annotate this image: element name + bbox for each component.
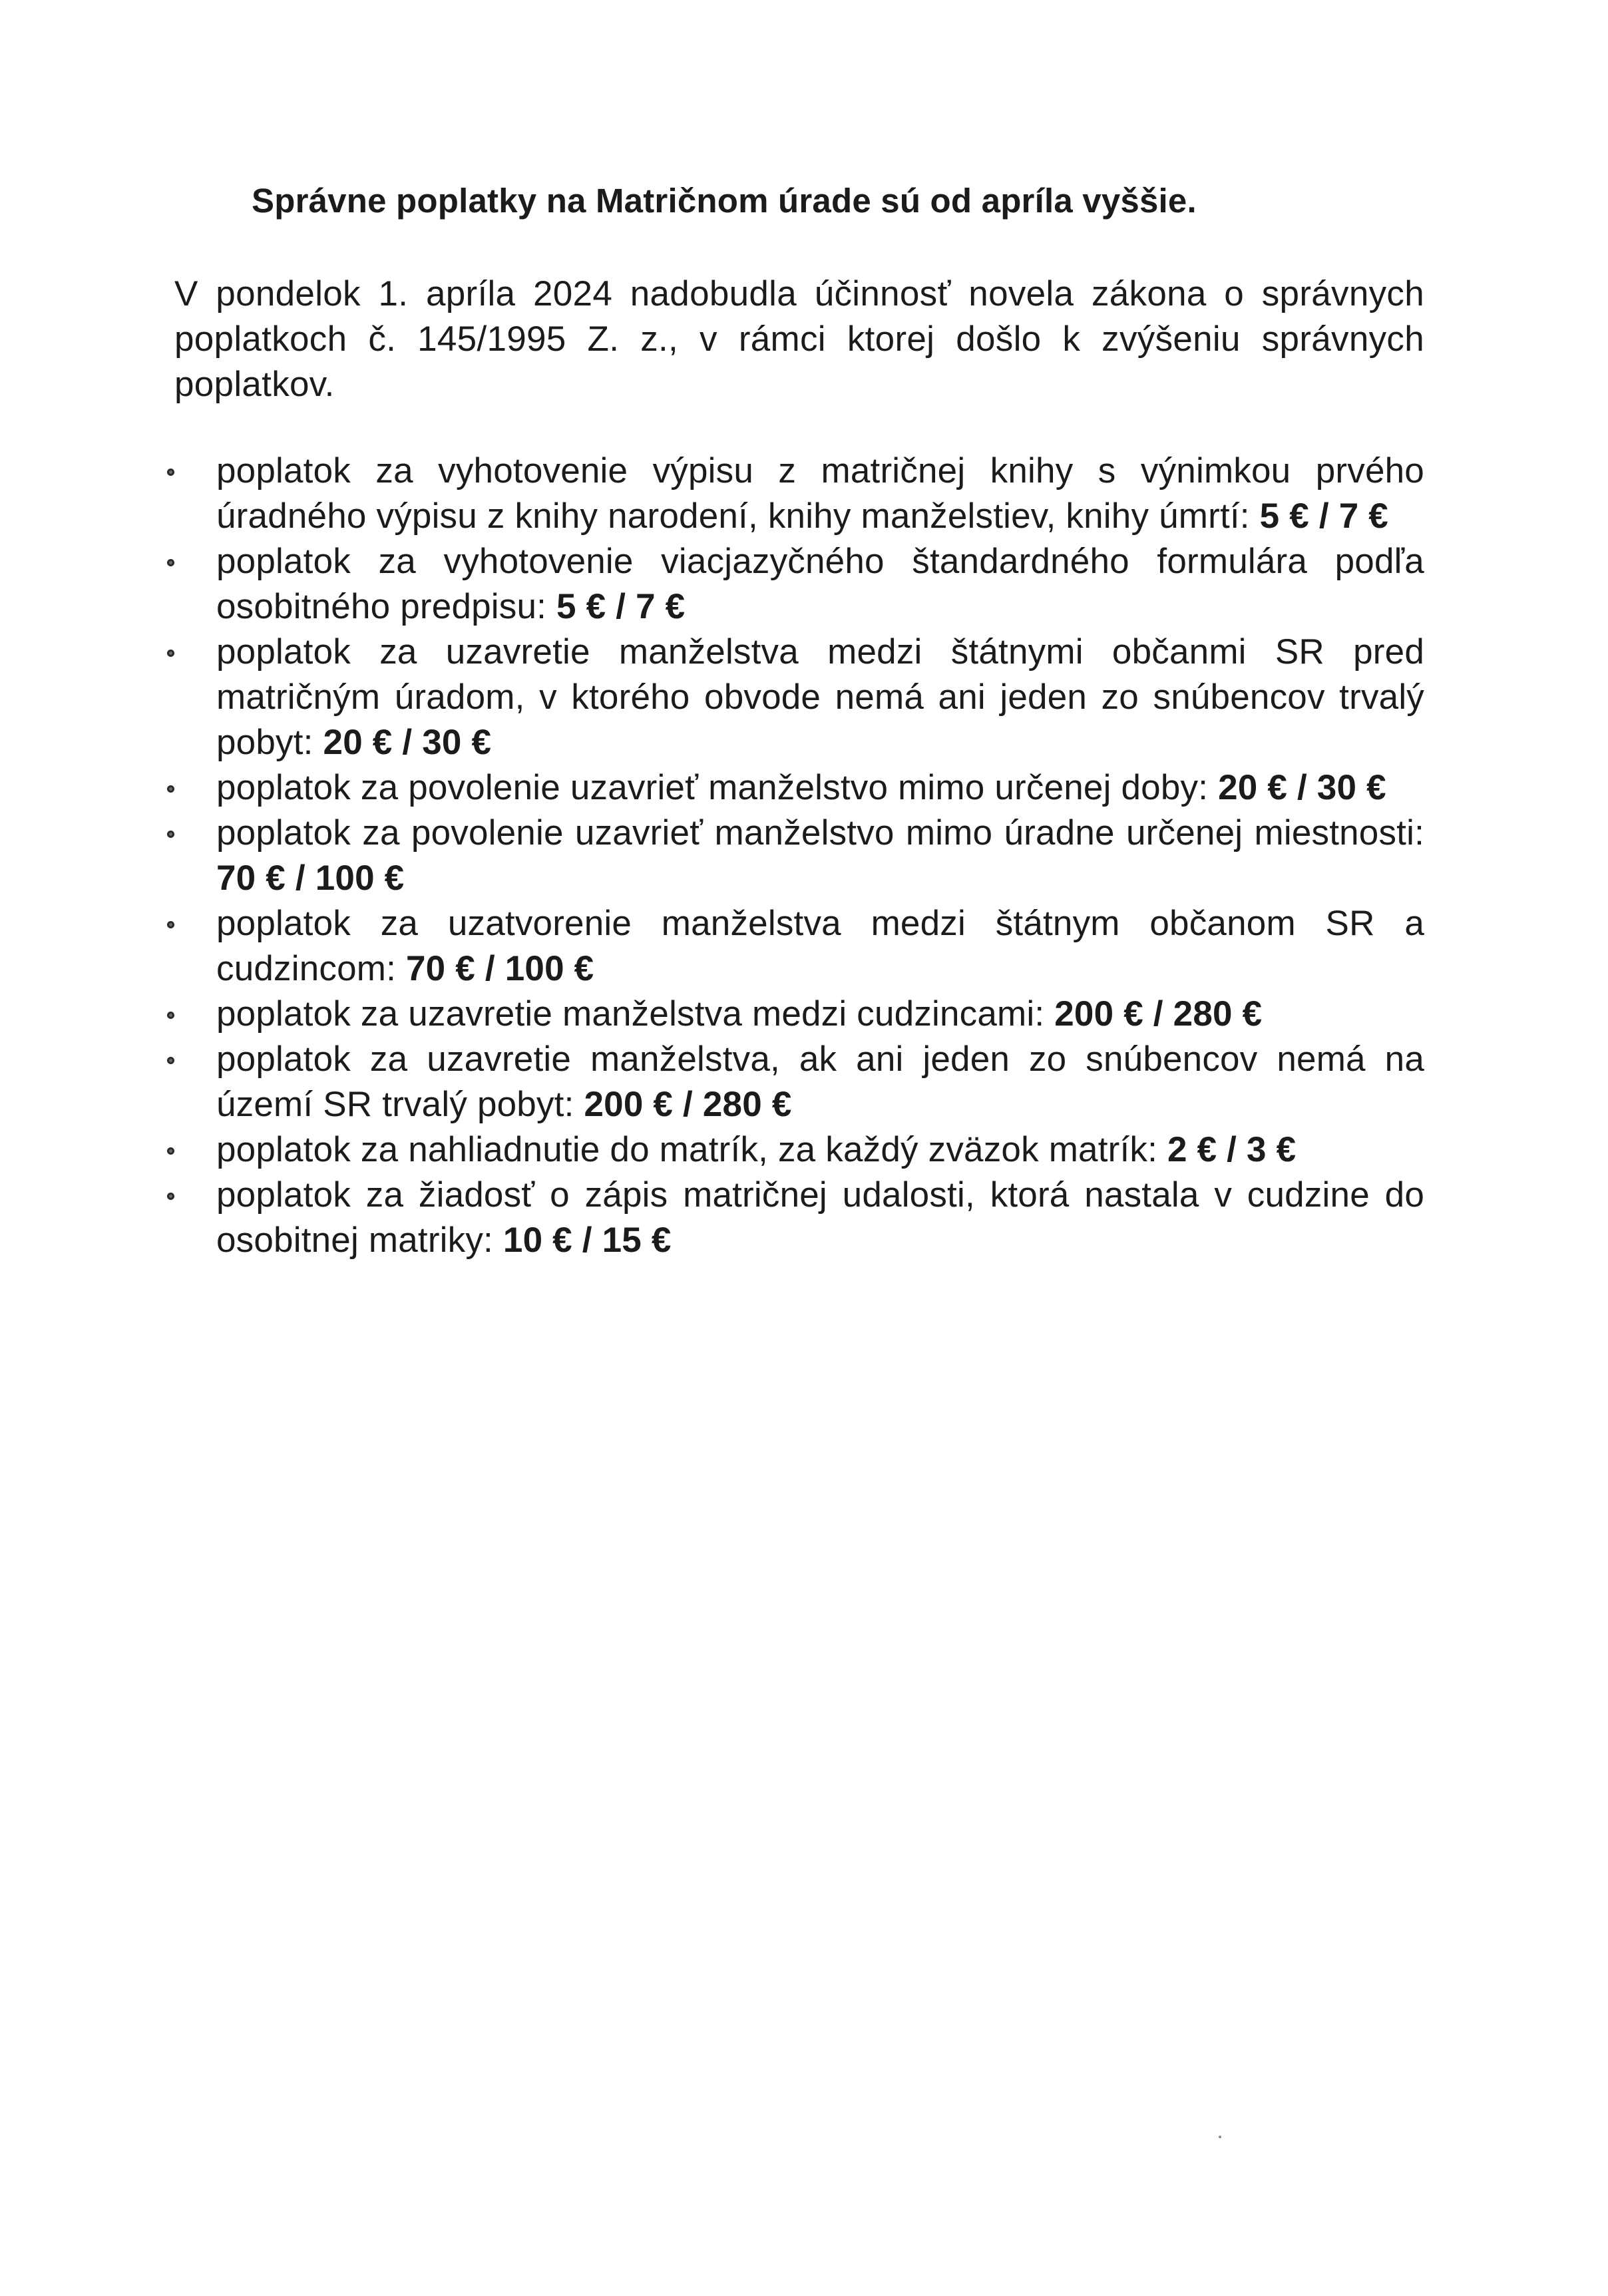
fee-amount: 200 € / 280 € (1054, 994, 1263, 1034)
fee-amount: 70 € / 100 € (216, 859, 405, 898)
fee-list-item (0, 539, 1608, 630)
scan-speck (1219, 2136, 1221, 2138)
bullet-icon (167, 559, 174, 566)
fee-description: poplatok za vyhotovenie výpisu z matričnej knihy s výnimkou prvého úradného výpisu z knihy narodení, knihy manželstiev, knihy úmrtí: (216, 451, 1424, 536)
bullet-icon (167, 469, 174, 476)
fee-list-item (0, 901, 1608, 992)
fee-amount: 20 € / 30 € (1218, 768, 1386, 807)
fee-description: poplatok za uzatvorenie manželstva medzi štátnym občanom SR a cudzincom: (216, 904, 1424, 988)
fee-list-item (0, 1037, 1608, 1127)
fee-list-item (0, 1173, 1608, 1263)
fee-description: poplatok za povolenie uzavrieť manželstvo mimo úradne určenej miestnosti: (216, 813, 1424, 853)
bullet-icon (167, 1193, 174, 1200)
fee-amount: 20 € / 30 € (323, 723, 492, 762)
fee-list (0, 449, 1608, 1263)
fee-amount: 2 € / 3 € (1167, 1130, 1297, 1169)
bullet-icon (167, 921, 174, 928)
fee-amount: 70 € / 100 € (405, 949, 594, 988)
fee-description: poplatok za žiadosť o zápis matričnej udalosti, ktorá nastala v cudzine do osobitnej matriky: (216, 1175, 1424, 1260)
bullet-icon (167, 831, 174, 838)
fee-description: poplatok za nahliadnutie do matrík, za každý zväzok matrík: (216, 1130, 1167, 1169)
fee-list-item (0, 1127, 1608, 1173)
fee-amount: 200 € / 280 € (584, 1085, 792, 1124)
fee-description: poplatok za uzavretie manželstva medzi štátnymi občanmi SR pred matričným úradom, v ktorého obvode nemá ani jeden zo snúbencov trvalý pobyt: (216, 632, 1424, 762)
fee-list-item (0, 992, 1608, 1037)
fee-description: poplatok za uzavretie manželstva medzi cudzincami: (216, 994, 1055, 1034)
fee-description: poplatok za uzavretie manželstva, ak ani jeden zo snúbencov nemá na území SR trvalý pobyt: (216, 1040, 1424, 1124)
fee-list-item (0, 811, 1608, 901)
bullet-icon (167, 1057, 174, 1064)
fee-list-item (0, 630, 1608, 765)
fee-amount: 5 € / 7 € (1259, 496, 1388, 536)
bullet-icon (167, 1147, 174, 1155)
bullet-icon (167, 785, 174, 793)
intro-paragraph: V pondelok 1. apríla 2024 nadobudla účinnosť novela zákona o správnych poplatkoch č. 145/1995 Z. z., v rámci ktorej došlo k zvýšeniu správnych poplatkov. (174, 274, 1424, 404)
fee-description: poplatok za vyhotovenie viacjazyčného štandardného formulára podľa osobitného predpisu: (216, 542, 1424, 626)
bullet-icon (167, 650, 174, 657)
bullet-icon (167, 1012, 174, 1019)
fee-amount: 5 € / 7 € (556, 587, 686, 626)
fee-description: poplatok za povolenie uzavrieť manželstvo mimo určenej doby: (216, 768, 1219, 807)
document-title: Správne poplatky na Matričnom úrade sú od apríla vyššie. (252, 182, 1197, 220)
fee-list-item (0, 765, 1608, 811)
fee-amount: 10 € / 15 € (502, 1221, 672, 1260)
fee-list-item (0, 449, 1608, 539)
